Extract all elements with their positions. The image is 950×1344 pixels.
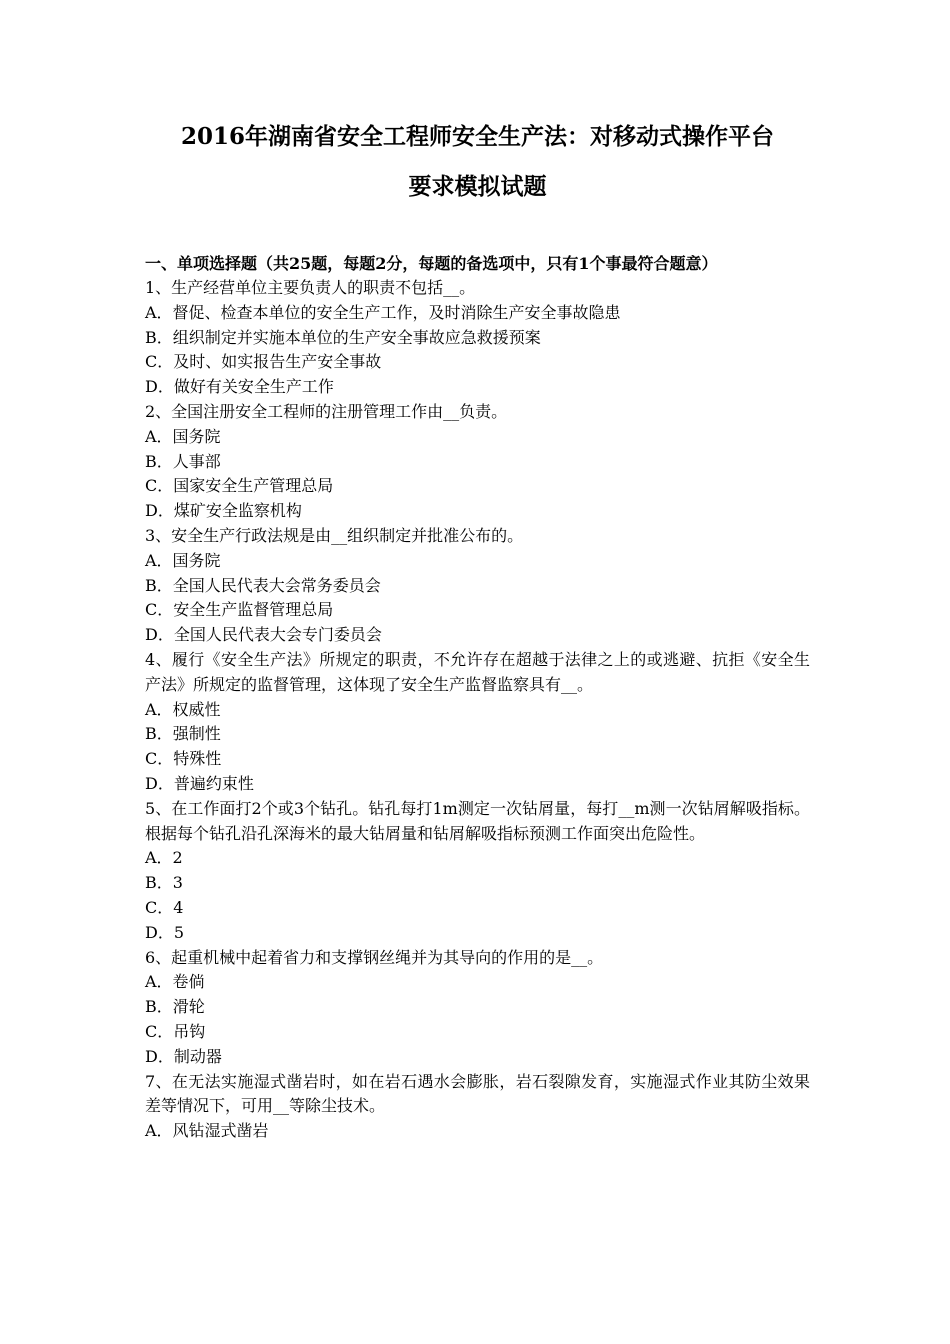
answer-option: C．特殊性 <box>145 749 222 769</box>
question-stem: 2、全国注册安全工程师的注册管理工作由__负责。 <box>145 401 508 421</box>
answer-option: B．组织制定并实施本单位的生产安全事故应急救援预案 <box>145 327 541 347</box>
answer-option: B．滑轮 <box>145 997 205 1017</box>
answer-option: D．制动器 <box>145 1046 222 1066</box>
title-line-1: 2016年湖南省安全工程师安全生产法：对移动式操作平台 <box>180 123 774 150</box>
answer-option: A．2 <box>145 848 183 868</box>
question-item <box>145 797 810 946</box>
answer-option: D．做好有关安全生产工作 <box>145 377 334 397</box>
answer-option: A．国务院 <box>145 426 221 446</box>
answer-option: A．权威性 <box>145 699 221 719</box>
answer-option: B．人事部 <box>145 451 221 471</box>
question-stem: 7、在无法实施湿式凿岩时，如在岩石遇水会膨胀，岩石裂隙发育，实施湿式作业其防尘效果差等情况下，可用__等除尘技术。 <box>145 1071 810 1116</box>
question-stem: 3、安全生产行政法规是由__组织制定并批准公布的。 <box>145 525 524 545</box>
question-item <box>145 400 810 524</box>
answer-option: C．安全生产监督管理总局 <box>145 600 334 620</box>
answer-option: D．5 <box>145 922 185 942</box>
question-stem: 6、起重机械中起着省力和支撑钢丝绳并为其导向的作用的是__。 <box>145 947 604 967</box>
answer-option: D．煤矿安全监察机构 <box>145 501 302 521</box>
question-item <box>145 946 810 1070</box>
question-list <box>145 276 810 1144</box>
answer-option: A．督促、检查本单位的安全生产工作，及时消除生产安全事故隐患 <box>145 302 621 322</box>
question-item <box>145 1070 810 1144</box>
question-stem: 4、履行《安全生产法》所规定的职责，不允许存在超越于法律之上的或逃避、抗拒《安全生产法》所规定的监督管理，这体现了安全生产监督监察具有__。 <box>145 649 810 694</box>
answer-option: B．全国人民代表大会常务委员会 <box>145 575 381 595</box>
answer-option: C．国家安全生产管理总局 <box>145 476 334 496</box>
question-item <box>145 276 810 400</box>
question-item <box>145 524 810 648</box>
question-stem: 5、在工作面打2个或3个钻孔。钻孔每打1m测定一次钻屑量，每打__m测一次钻屑解吸指标。根据每个钻孔沿孔深海米的最大钻屑量和钻屑解吸指标预测工作面突出危险性。 <box>145 798 810 843</box>
document-title <box>145 112 810 212</box>
answer-option: C．吊钩 <box>145 1021 206 1041</box>
document-page <box>145 112 810 1144</box>
question-stem: 1、生产经营单位主要负责人的职责不包括__。 <box>145 278 476 297</box>
answer-option: D．全国人民代表大会专门委员会 <box>145 625 382 645</box>
answer-option: A．风钻湿式凿岩 <box>145 1121 269 1141</box>
title-line-2: 要求模拟试题 <box>408 173 547 200</box>
answer-option: B．3 <box>145 873 183 893</box>
answer-option: A．卷倘 <box>145 972 205 992</box>
answer-option: C．及时、如实报告生产安全事故 <box>145 352 382 372</box>
question-item <box>145 648 810 797</box>
answer-option: A．国务院 <box>145 550 221 570</box>
section-heading: 一、单项选择题（共25题，每题2分，每题的备选项中，只有1个事最符合题意） <box>145 254 718 273</box>
answer-option: D．普遍约束性 <box>145 773 254 793</box>
answer-option: B．强制性 <box>145 724 221 744</box>
answer-option: C．4 <box>145 897 184 917</box>
